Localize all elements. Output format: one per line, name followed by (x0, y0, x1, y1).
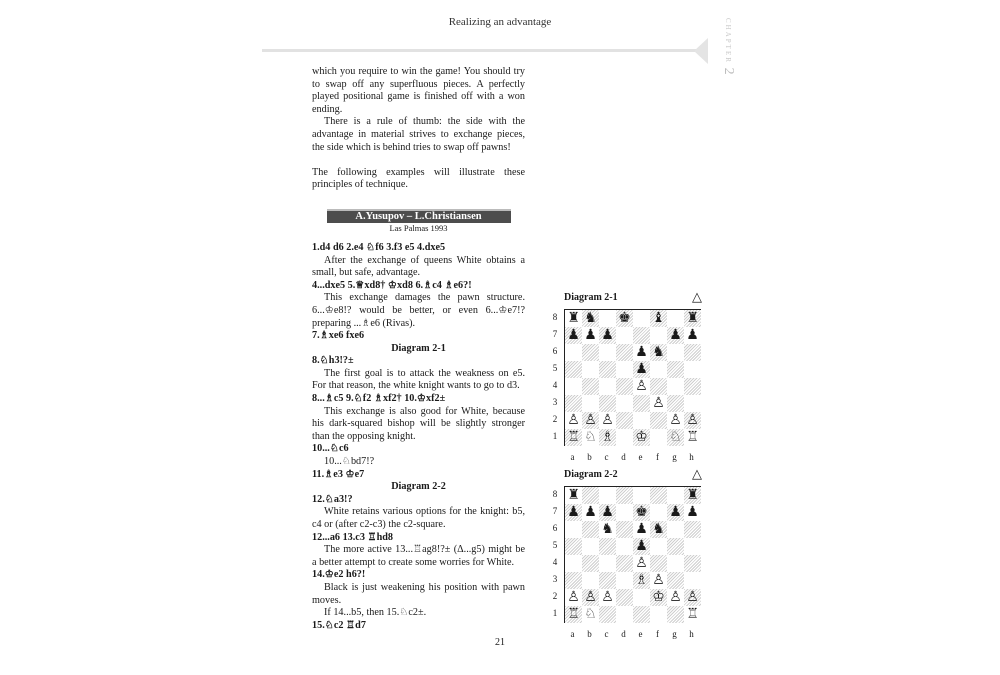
file-label: a (570, 452, 575, 462)
square-e6: ♟ (633, 521, 650, 538)
square-h8: ♜ (684, 310, 701, 327)
square-e2 (633, 412, 650, 429)
chess-board (564, 486, 701, 623)
annotation-text: If 14...b5, then 15.♘c2±. (324, 607, 427, 619)
square-d5 (616, 538, 633, 555)
square-g4 (667, 555, 684, 572)
chess-board (564, 309, 701, 446)
square-f8: ♝ (650, 310, 667, 327)
square-a3 (565, 572, 582, 589)
diagram-title: Diagram 2-1 (564, 292, 618, 303)
square-g3 (667, 395, 684, 412)
file-label: b (587, 629, 592, 639)
annotation-text: 10...♘bd7!? (324, 456, 375, 468)
square-g2: ♙ (667, 412, 684, 429)
square-d6 (616, 344, 633, 361)
move-line: 15.♘c2 ♖d7 (312, 619, 366, 631)
square-c1: ♗ (599, 429, 616, 446)
square-f6: ♞ (650, 344, 667, 361)
intro-paragraph-3: The following examples will illustrate these principles of technique. (312, 166, 525, 191)
annotation-text: The more active 13...♖ag8!?± (Δ...g5) might be a better attempt to create some worries for White. (312, 544, 525, 568)
chapter-label: CHAPTER (724, 18, 732, 64)
square-f1 (650, 429, 667, 446)
annotation-text: White retains various options for the knight: b5, c4 or (after c2-c3) the c2-square. (312, 506, 525, 530)
square-g7: ♟ (667, 327, 684, 344)
square-f3: ♙ (650, 395, 667, 412)
square-e5: ♟ (633, 538, 650, 555)
square-e5: ♟ (633, 361, 650, 378)
file-label: g (672, 629, 677, 639)
square-f5 (650, 538, 667, 555)
rank-labels (550, 486, 560, 622)
square-h4 (684, 555, 701, 572)
move-line: 8.♘h3!?± (312, 355, 354, 367)
square-g8 (667, 487, 684, 504)
square-b2: ♙ (582, 589, 599, 606)
annotation-text: This exchange damages the pawn structure. 6...♔e8!? would be better, or even 6...♔e7!? preparing ...♗e6 (Rivas). (312, 292, 525, 329)
square-c7: ♟ (599, 504, 616, 521)
file-label: c (604, 452, 609, 462)
chapter-number: 2 (721, 67, 736, 75)
square-g5 (667, 361, 684, 378)
rank-label: 3 (552, 397, 558, 407)
rank-label: 1 (552, 431, 558, 441)
square-g6 (667, 521, 684, 538)
square-f6: ♞ (650, 521, 667, 538)
square-g8 (667, 310, 684, 327)
rank-label: 7 (552, 506, 558, 516)
square-c4 (599, 378, 616, 395)
file-label: a (570, 629, 575, 639)
square-f4 (650, 378, 667, 395)
square-e8 (633, 487, 650, 504)
square-f2: ♔ (650, 589, 667, 606)
file-label: e (638, 629, 643, 639)
square-g4 (667, 378, 684, 395)
file-label: d (621, 452, 626, 462)
file-label: d (621, 629, 626, 639)
chapter-tab (722, 18, 736, 93)
square-a4 (565, 378, 582, 395)
rank-labels (550, 309, 560, 445)
file-label: e (638, 452, 643, 462)
rank-label: 4 (552, 380, 558, 390)
square-c3 (599, 572, 616, 589)
square-g5 (667, 538, 684, 555)
diagram-reference: Diagram 2-2 (391, 481, 446, 493)
square-b6 (582, 344, 599, 361)
square-a5 (565, 538, 582, 555)
game-players-banner: A.Yusupov – L.Christiansen (327, 209, 511, 223)
square-b7: ♟ (582, 504, 599, 521)
move-line: 12...a6 13.c3 ♖hd8 (312, 531, 394, 543)
square-g1 (667, 606, 684, 623)
square-a7: ♟ (565, 327, 582, 344)
square-h8: ♜ (684, 487, 701, 504)
square-g6 (667, 344, 684, 361)
file-label: g (672, 452, 677, 462)
square-b4 (582, 555, 599, 572)
square-d4 (616, 378, 633, 395)
header-arrow-icon (694, 38, 708, 64)
square-h6 (684, 344, 701, 361)
square-d3 (616, 395, 633, 412)
square-a7: ♟ (565, 504, 582, 521)
white-to-move-icon: △ (692, 289, 702, 304)
square-b5 (582, 361, 599, 378)
square-b3 (582, 572, 599, 589)
square-e1: ♔ (633, 429, 650, 446)
square-d7 (616, 327, 633, 344)
square-e3 (633, 395, 650, 412)
square-d6 (616, 521, 633, 538)
square-d3 (616, 572, 633, 589)
square-a1: ♖ (565, 606, 582, 623)
square-e4: ♙ (633, 378, 650, 395)
white-to-move-icon: △ (692, 466, 702, 481)
move-line: 7.♗xe6 fxe6 (312, 330, 365, 342)
rank-label: 1 (552, 608, 558, 618)
square-c1 (599, 606, 616, 623)
square-f5 (650, 361, 667, 378)
square-b2: ♙ (582, 412, 599, 429)
square-g3 (667, 572, 684, 589)
square-d1 (616, 429, 633, 446)
annotation-text: Black is just weakening his position with pawn moves. (312, 581, 525, 606)
square-h7: ♟ (684, 504, 701, 521)
square-c5 (599, 361, 616, 378)
square-g7: ♟ (667, 504, 684, 521)
rank-label: 8 (552, 489, 558, 499)
square-a1: ♖ (565, 429, 582, 446)
square-h2: ♙ (684, 412, 701, 429)
square-h4 (684, 378, 701, 395)
square-h7: ♟ (684, 327, 701, 344)
square-c5 (599, 538, 616, 555)
file-label: h (689, 452, 694, 462)
file-labels (564, 452, 701, 462)
square-b8 (582, 487, 599, 504)
move-line: 1.d4 d6 2.e4 ♘f6 3.f3 e5 4.dxe5 (312, 241, 446, 253)
move-line: 14.♔e2 h6?! (312, 569, 366, 581)
file-label: c (604, 629, 609, 639)
square-e2 (633, 589, 650, 606)
square-e1 (633, 606, 650, 623)
diagram-reference: Diagram 2-1 (391, 342, 446, 354)
square-f8 (650, 487, 667, 504)
intro-paragraph-1: which you require to win the game! You should try to swap off any superfluous pieces. A perfectly played positional game is finished off with a won ending. (312, 66, 525, 115)
move-line: 11.♗e3 ♔e7 (312, 468, 365, 480)
square-f1 (650, 606, 667, 623)
file-label: h (689, 629, 694, 639)
square-b5 (582, 538, 599, 555)
page-number: 21 (495, 637, 505, 648)
file-label: f (656, 629, 659, 639)
rank-label: 3 (552, 574, 558, 584)
rank-label: 7 (552, 329, 558, 339)
square-b7: ♟ (582, 327, 599, 344)
move-line: 12.♘a3!? (312, 493, 353, 505)
file-label: b (587, 452, 592, 462)
square-e7: ♚ (633, 504, 650, 521)
rank-label: 8 (552, 312, 558, 322)
square-c6 (599, 344, 616, 361)
square-e3: ♗ (633, 572, 650, 589)
rank-label: 6 (552, 346, 558, 356)
square-a8: ♜ (565, 310, 582, 327)
text-column (312, 66, 525, 632)
square-d2 (616, 412, 633, 429)
square-f3: ♙ (650, 572, 667, 589)
square-h5 (684, 361, 701, 378)
square-a6 (565, 344, 582, 361)
square-f7 (650, 504, 667, 521)
square-h6 (684, 521, 701, 538)
move-line: 8...♗c5 9.♘f2 ♗xf2† 10.♔xf2± (312, 393, 446, 405)
square-b1: ♘ (582, 606, 599, 623)
running-head-title: Realizing an advantage (448, 16, 552, 28)
square-a3 (565, 395, 582, 412)
game-event: Las Palmas 1993 (389, 222, 448, 233)
square-h5 (684, 538, 701, 555)
square-c6: ♞ (599, 521, 616, 538)
rank-label: 6 (552, 523, 558, 533)
square-f4 (650, 555, 667, 572)
rank-label: 4 (552, 557, 558, 567)
square-f2 (650, 412, 667, 429)
square-a6 (565, 521, 582, 538)
square-d1 (616, 606, 633, 623)
square-h3 (684, 395, 701, 412)
square-g2: ♙ (667, 589, 684, 606)
header-rule (262, 49, 702, 52)
move-line: 10...♘c6 (312, 443, 349, 455)
square-c8 (599, 487, 616, 504)
square-c3 (599, 395, 616, 412)
square-c2: ♙ (599, 589, 616, 606)
square-c7: ♟ (599, 327, 616, 344)
square-a4 (565, 555, 582, 572)
square-e7 (633, 327, 650, 344)
rank-label: 5 (552, 540, 558, 550)
square-a8: ♜ (565, 487, 582, 504)
square-d8 (616, 487, 633, 504)
square-d8: ♚ (616, 310, 633, 327)
square-e8 (633, 310, 650, 327)
square-a2: ♙ (565, 589, 582, 606)
square-d7 (616, 504, 633, 521)
square-b4 (582, 378, 599, 395)
file-label: f (656, 452, 659, 462)
rank-label: 2 (552, 591, 558, 601)
rank-label: 2 (552, 414, 558, 424)
square-c4 (599, 555, 616, 572)
square-h2: ♙ (684, 589, 701, 606)
square-b3 (582, 395, 599, 412)
square-d4 (616, 555, 633, 572)
square-h1: ♖ (684, 429, 701, 446)
game-annotations (312, 242, 525, 632)
rank-label: 5 (552, 363, 558, 373)
square-c8 (599, 310, 616, 327)
diagram-title: Diagram 2-2 (564, 469, 618, 480)
square-a5 (565, 361, 582, 378)
square-h1: ♖ (684, 606, 701, 623)
square-d2 (616, 589, 633, 606)
move-line: 4...dxe5 5.♕xd8† ♔xd8 6.♗c4 ♗e6?! (312, 279, 472, 291)
file-labels (564, 629, 701, 639)
square-f7 (650, 327, 667, 344)
annotation-text: After the exchange of queens White obtains a small, but safe, advantage. (312, 254, 525, 279)
square-b8: ♞ (582, 310, 599, 327)
annotation-text: This exchange is also good for White, because his dark-squared bishop will be slightly stronger than the opposing knight. (312, 405, 525, 442)
square-d5 (616, 361, 633, 378)
annotation-text: The first goal is to attack the weakness on e5. For that reason, the white knight wants to go to d3. (312, 367, 525, 392)
intro-paragraph-2: There is a rule of thumb: the side with the advantage in material strives to exchange pieces, the side which is behind tries to swap off pawns! (312, 116, 525, 153)
square-e4: ♙ (633, 555, 650, 572)
square-g1: ♘ (667, 429, 684, 446)
square-c2: ♙ (599, 412, 616, 429)
square-a2: ♙ (565, 412, 582, 429)
square-e6: ♟ (633, 344, 650, 361)
square-b6 (582, 521, 599, 538)
square-h3 (684, 572, 701, 589)
square-b1: ♘ (582, 429, 599, 446)
